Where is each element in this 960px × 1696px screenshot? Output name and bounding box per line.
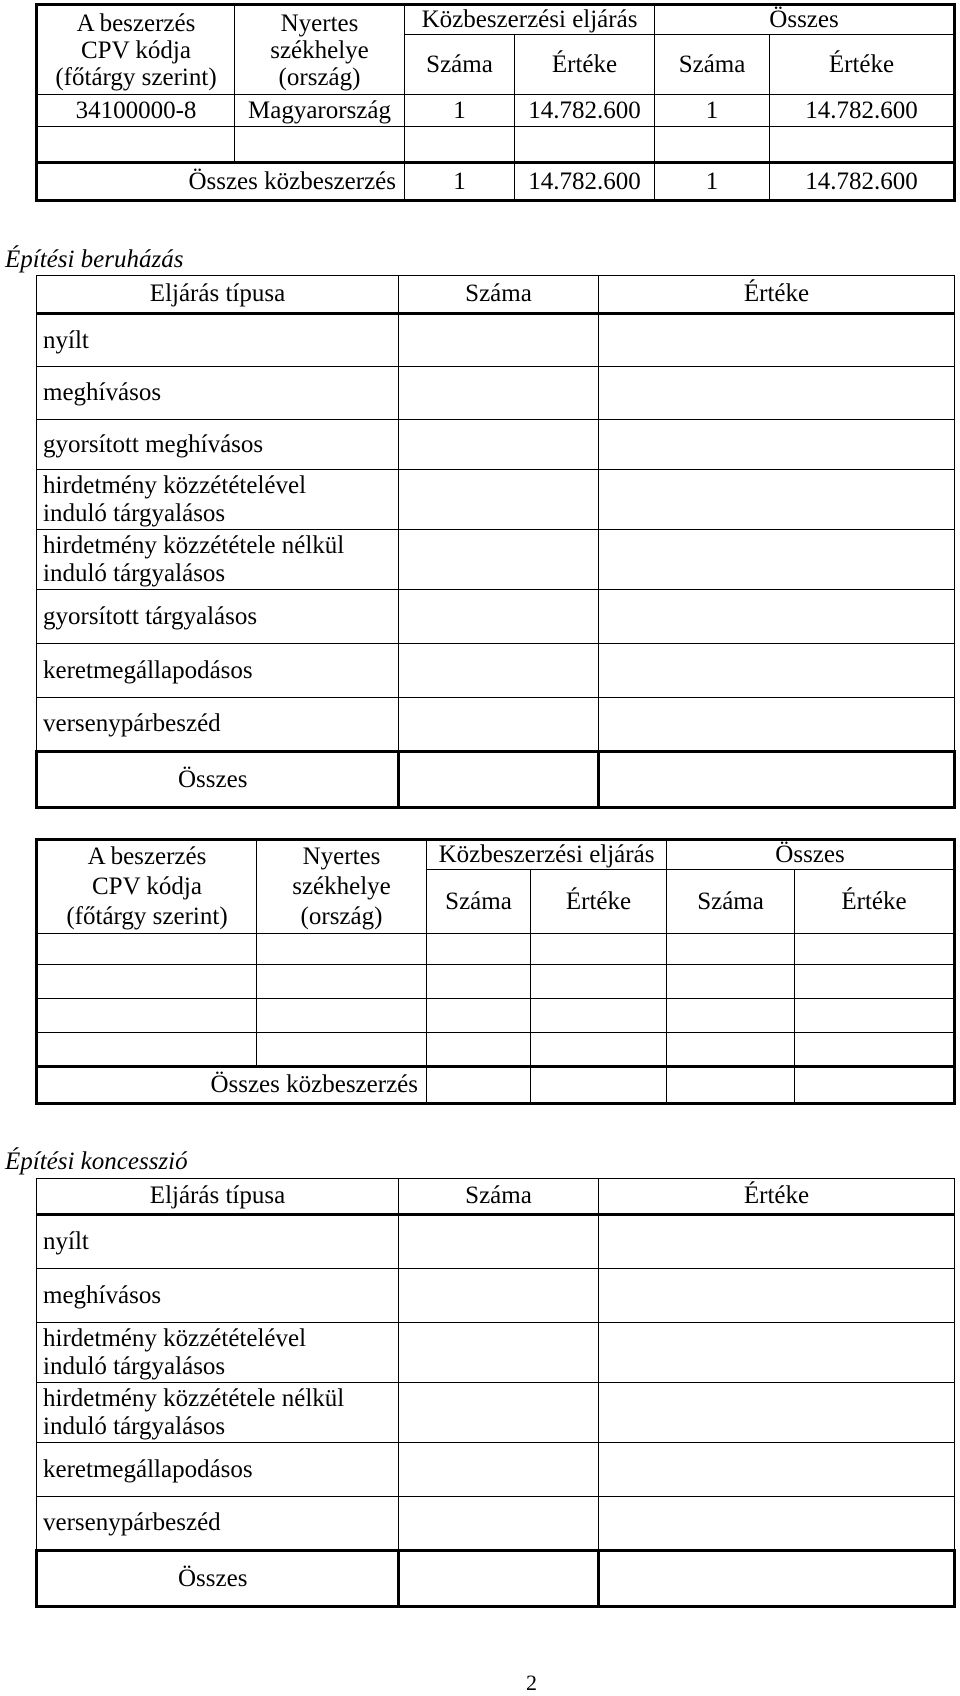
table-row: hirdetmény közzététele nélkül induló tárgyalásos — [37, 1383, 955, 1443]
page-number: 2 — [526, 1670, 537, 1695]
total-label: Összes közbeszerzés — [37, 163, 405, 201]
total-value-header: Értéke — [795, 870, 955, 934]
table-row: gyorsított meghívásos — [37, 420, 955, 470]
table-row: versenypárbeszéd — [37, 1497, 955, 1551]
winner-header: Nyertes székhelye (ország) — [257, 840, 427, 934]
value-header: Értéke — [531, 870, 667, 934]
table-row: meghívásos — [37, 367, 955, 420]
cpv-header: A beszerzés CPV kódja (főtárgy szerint) — [37, 5, 235, 95]
table-row: keretmegállapodásos — [37, 644, 955, 698]
table-row — [37, 965, 955, 999]
total-label: Összes — [37, 1551, 399, 1607]
table-row: gyorsított tárgyalásos — [37, 590, 955, 644]
grand-total-count: 1 — [655, 163, 770, 201]
total-value-header: Értéke — [770, 35, 955, 95]
procurement-header: Közbeszerzési eljárás — [427, 840, 667, 870]
empty-row — [37, 127, 955, 163]
table-row: keretmegállapodásos — [37, 1443, 955, 1497]
table-row: hirdetmény közzétételével induló tárgyalásos — [37, 470, 955, 530]
count-header: Száma — [427, 870, 531, 934]
count-header: Száma — [399, 276, 599, 314]
total-count-header: Száma — [655, 35, 770, 95]
total-header: Összes — [667, 840, 955, 870]
construction-investment-table — [35, 275, 956, 809]
grand-total-value: 14.782.600 — [770, 163, 955, 201]
value-header: Értéke — [515, 35, 655, 95]
winner-header: Nyertes székhelye (ország) — [235, 5, 405, 95]
procurement-header: Közbeszerzési eljárás — [405, 5, 655, 35]
total-row — [37, 752, 955, 808]
table-row — [37, 95, 955, 127]
table-row — [37, 1033, 955, 1067]
table-row: hirdetmény közzététele nélkül induló tárgyalásos — [37, 530, 955, 590]
section-title-construction-concession: Építési koncesszió — [5, 1148, 188, 1175]
table-row: nyílt — [37, 314, 955, 367]
summary-table-1 — [35, 3, 956, 202]
value-header: Értéke — [599, 1179, 955, 1215]
total-count-header: Száma — [667, 870, 795, 934]
value-header: Értéke — [599, 276, 955, 314]
total-row — [37, 163, 955, 201]
count-cell: 1 — [405, 95, 515, 127]
table-row: versenypárbeszéd — [37, 698, 955, 752]
total-row — [37, 1551, 955, 1607]
table-row — [37, 999, 955, 1033]
table-row: hirdetmény közzétételével induló tárgyalásos — [37, 1323, 955, 1383]
type-header: Eljárás típusa — [37, 1179, 399, 1215]
construction-concession-table — [35, 1178, 956, 1608]
total-count: 1 — [405, 163, 515, 201]
total-label: Összes — [37, 752, 399, 808]
total-label: Összes közbeszerzés — [37, 1067, 427, 1104]
count-header: Száma — [405, 35, 515, 95]
total-header: Összes — [655, 5, 955, 35]
section-title-construction-investment: Építési beruházás — [5, 246, 184, 273]
total-value-cell: 14.782.600 — [770, 95, 955, 127]
cpv-cell: 34100000-8 — [37, 95, 235, 127]
type-header: Eljárás típusa — [37, 276, 399, 314]
table-row: nyílt — [37, 1215, 955, 1269]
total-count-cell: 1 — [655, 95, 770, 127]
value-cell: 14.782.600 — [515, 95, 655, 127]
count-header: Száma — [399, 1179, 599, 1215]
table-row: meghívásos — [37, 1269, 955, 1323]
table-row — [37, 934, 955, 965]
total-row — [37, 1067, 955, 1104]
country-cell: Magyarország — [235, 95, 405, 127]
cpv-header: A beszerzés CPV kódja (főtárgy szerint) — [37, 840, 257, 934]
total-value: 14.782.600 — [515, 163, 655, 201]
summary-table-2 — [35, 838, 956, 1105]
